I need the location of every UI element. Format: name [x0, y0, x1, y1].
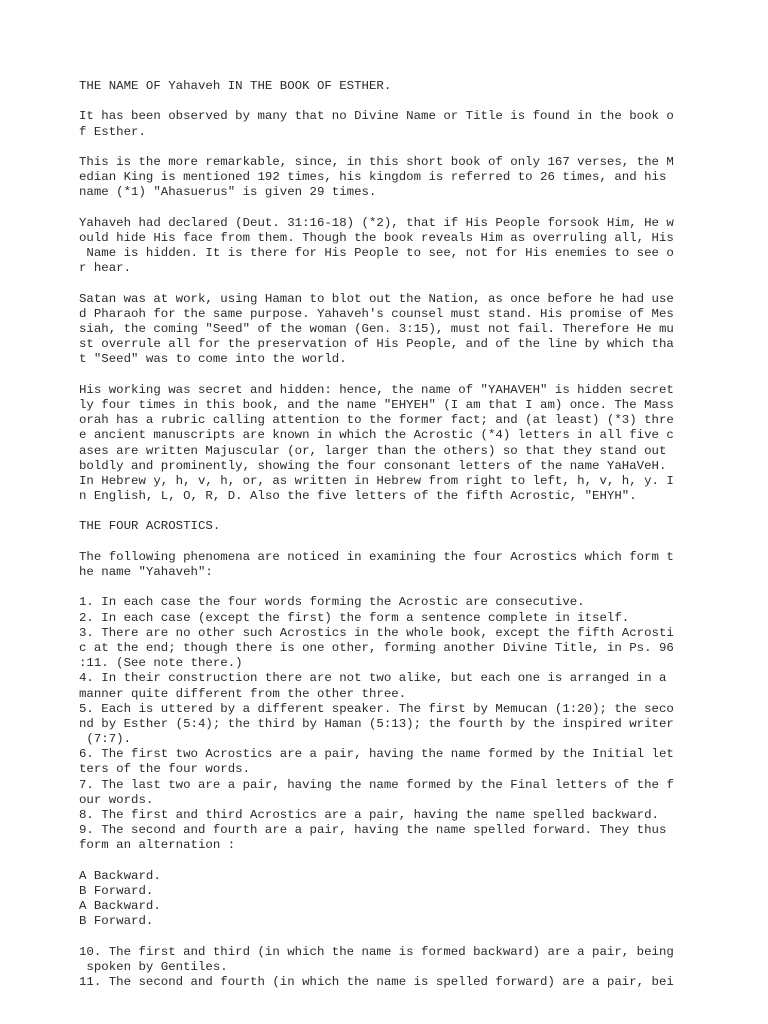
spacer: [79, 930, 699, 945]
paragraph-satan: [79, 292, 699, 368]
list-item: 3. There are no other such Acrostics in the whole book, except the fifth Acrosti: [79, 625, 674, 640]
list-item: 11. The second and fourth (in which the name is spelled forward) are a pair, bei: [79, 975, 674, 990]
list-item: 7. The last two are a pair, having the name formed by the Final letters of the f: [79, 777, 674, 792]
text-line: It has been observed by many that no Divine Name or Title is found in the book o: [79, 109, 674, 124]
list-item: c at the end; though there is one other, forming another Divine Title, in Ps. 96: [79, 640, 674, 655]
list-item: 5. Each is uttered by a different speaker. The first by Memucan (1:20); the seco: [79, 701, 674, 716]
spacer: [79, 535, 699, 550]
spacer: [79, 368, 699, 383]
document-page: [79, 79, 699, 990]
paragraph-remarkable: [79, 155, 699, 201]
list-item: 6. The first two Acrostics are a pair, having the name formed by the Initial let: [79, 747, 674, 762]
text-line: edian King is mentioned 192 times, his kingdom is referred to 26 times, and his: [79, 170, 667, 185]
text-line: boldly and prominently, showing the four consonant letters of the name YaHaVeH.: [79, 458, 667, 473]
list-item: 8. The first and third Acrostics are a pair, having the name spelled backward.: [79, 808, 659, 822]
text-line: d Pharaoh for the same purpose. Yahaveh's counsel must stand. His promise of Mes: [79, 306, 674, 321]
list-item: A Backward.: [79, 899, 161, 914]
text-line: Name is hidden. It is there for His People to see, not for His enemies to see o: [79, 246, 674, 261]
text-line: he name "Yahaveh":: [79, 565, 213, 579]
document-title: THE NAME OF Yahaveh IN THE BOOK OF ESTHER.: [79, 79, 392, 93]
numbered-list-continued: [79, 945, 699, 991]
spacer: [79, 580, 699, 595]
text-line: Satan was at work, using Haman to blot out the Nation, as once before he had use: [79, 291, 674, 306]
list-item: A Backward.: [79, 868, 161, 883]
list-item: 1. In each case the four words forming the Acrostic are consecutive.: [79, 595, 585, 610]
text-line: t "Seed" was to come into the world.: [79, 352, 347, 367]
numbered-list: [79, 595, 699, 853]
paragraph-phenomena: [79, 550, 699, 580]
text-line: ases are written Majuscular (or, larger than the others) so that they stand out: [79, 443, 667, 458]
alternation-list: [79, 869, 699, 930]
text-line: ould hide His face from them. Though the book reveals Him as overruling all, His: [79, 230, 674, 245]
text-line: r hear.: [79, 261, 132, 276]
spacer: [79, 94, 699, 109]
text-line: This is the more remarkable, since, in this short book of only 167 verses, the M: [79, 154, 674, 169]
spacer: [79, 276, 699, 291]
list-item: 10. The first and third (in which the name is formed backward) are a pair, being: [79, 944, 674, 959]
text-line: In Hebrew y, h, v, h, or, as written in Hebrew from right to left, h, v, h, y. I: [79, 473, 674, 488]
list-item: nd by Esther (5:4); the third by Haman (5:13); the fourth by the inspired writer: [79, 716, 674, 731]
text-line: n English, L, O, R, D. Also the five letters of the fifth Acrostic, "EHYH".: [79, 489, 637, 504]
text-line: siah, the coming "Seed" of the woman (Gen. 3:15), must not fail. Therefore He mu: [79, 322, 674, 336]
list-item: :11. (See note there.): [79, 656, 243, 671]
text-line: f Esther.: [79, 124, 146, 139]
list-item: 2. In each case (except the first) the form a sentence complete in itself.: [79, 610, 630, 625]
list-item: form an alternation :: [79, 838, 236, 853]
text-line: Yahaveh had declared (Deut. 31:16-18) (*2), that if His People forsook Him, He w: [79, 215, 674, 230]
text-line: st overrule all for the preservation of His People, and of the line by which tha: [79, 337, 674, 352]
spacer: [79, 854, 699, 869]
spacer: [79, 504, 699, 519]
text-line: His working was secret and hidden: hence, the name of "YAHAVEH" is hidden secret: [79, 382, 674, 397]
list-item: manner quite different from the other three.: [79, 686, 407, 701]
paragraph-hidden-name: [79, 383, 699, 505]
section-heading: THE FOUR ACROSTICS.: [79, 519, 221, 534]
list-item: B Forward.: [79, 914, 154, 929]
list-item: ters of the four words.: [79, 762, 251, 777]
list-item: our words.: [79, 792, 154, 807]
list-item: B Forward.: [79, 883, 154, 898]
paragraph-declared: [79, 216, 699, 277]
text-line: orah has a rubric calling attention to the former fact; and (at least) (*3) thre: [79, 413, 674, 428]
paragraph-intro: [79, 109, 699, 139]
text-line: The following phenomena are noticed in examining the four Acrostics which form t: [79, 549, 674, 564]
list-item: (7:7).: [79, 732, 132, 747]
list-item: 9. The second and fourth are a pair, having the name spelled forward. They thus: [79, 823, 667, 838]
spacer: [79, 201, 699, 216]
list-item: 4. In their construction there are not two alike, but each one is arranged in a: [79, 671, 667, 686]
list-item: spoken by Gentiles.: [79, 959, 228, 974]
spacer: [79, 140, 699, 155]
text-line: ly four times in this book, and the name "EHYEH" (I am that I am) once. The Mass: [79, 397, 674, 412]
text-line: e ancient manuscripts are known in which the Acrostic (*4) letters in all five c: [79, 428, 674, 443]
text-line: name (*1) "Ahasuerus" is given 29 times.: [79, 185, 377, 200]
